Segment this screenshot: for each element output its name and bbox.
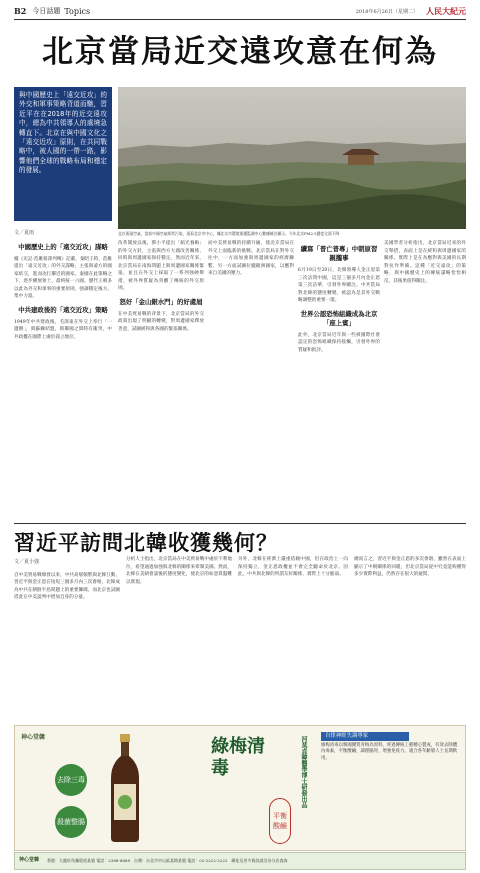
body-text: 總而言之，習近平與金正恩的多次會晤，雖然在表面上顯示了中朝關係的回暖，但北京當局從中究竟能夠獲得多少實際利益，仍然存在很大的疑問。	[354, 557, 466, 577]
body-text: 據《史記·范雎蔡澤列傳》記載，秦昭王時，范雎提出「遠交近攻」的外交謀略，主張與遠方的國家結交，進而攻打鄰近的國家。秦國在此策略之下，逐步擴展領土，最終統一六國。歷代王朝多以此為外交和軍事的重要原則，強調穩定後方、集中力量。	[14, 256, 112, 299]
column-1	[14, 227, 112, 523]
second-headline: 習近平訪問北韓收獲幾何？	[14, 531, 278, 555]
ad-description: 綠梅清毒以韓國優質青梅為原料，經過傳統工藝精心製成，有效去除體內毒素，平衡酸鹼，調理腸胃，增強免疫力。適合各年齡層人士長期飲用。	[321, 742, 458, 761]
body-text: 改革開放以後，鄧小平提出「韜光養晦」的外交方針，主張與西方大國改善關係，同時與周邊國家保持穩定。然而近年來，北京當局在南海問題上與周邊國家關係緊張，並且在外交上採取了一系列強硬舉措，被外界質疑為背離了傳統的外交原則。	[118, 241, 204, 291]
body-text: 美國學者分析指出，北京當局近來的外交舉措，表面上是在緩和與周邊國家的關係，實際上是在為應對與美國的長期對抗作準備。這種「近交遠攻」的策略，與中國歷史上的傳統謀略恰恰相反，其後果值得關注。	[384, 241, 466, 284]
column-9	[354, 556, 466, 722]
ad-footer	[14, 852, 466, 870]
body-text: 6月19日至20日，北韓領導人金正恩第三次訪問中國，這是三個多月內金正恩第三次訪華，引發外界關注。中共當局對北韓的態度轉變，被認為是其外交戰略調整的重要一環。	[298, 268, 380, 303]
body-text: 分析人士指出，北京當局在中美貿易戰中處於不利地位，希望通過加強與北韓的關係來牽制美國。然而，北韓在美朝會談後的態度變化，使北京的如意算盤難以實現。	[126, 557, 232, 585]
ad-tag-detox: 去除三毒	[55, 764, 87, 796]
page-number: B2	[14, 6, 27, 16]
body-text: 此外，北京當局近年與一些被國際社會認定的恐怖組織保持接觸，引發外界的質疑和批評。	[298, 332, 380, 353]
ad-seal: 平衡酸鹼	[269, 798, 291, 844]
byline: 文／夏雨	[14, 230, 35, 236]
ad-right-panel	[321, 732, 461, 762]
main-photo	[118, 87, 466, 229]
advertisement	[14, 725, 466, 851]
column-4	[298, 240, 380, 523]
column-7	[126, 556, 232, 722]
subheading: 續寫「普亡普專」中朝原習親攏事	[300, 245, 378, 262]
header-rule	[14, 19, 466, 20]
ad-slogan: 綠梅清毒	[211, 736, 265, 779]
subheading: 中國歷史上的「遠交近攻」謀略	[18, 242, 108, 251]
byline: 文／夏小強	[14, 559, 40, 565]
body-text: 而中美貿易戰的持續升級，使北京當局在外交上面臨新的挑戰。北京當局在對外交往中，一方面加強與周邊國家的經濟聯繫，另一方面試圖拉攏歐洲國家，以應對來自美國的壓力。	[208, 241, 294, 276]
subheading: 中共建政後的「遠交近攻」策略	[18, 305, 108, 314]
column-2	[118, 240, 204, 523]
section-name: 今日話題	[32, 7, 61, 15]
ad-tag-gut: 殺菌整腸	[55, 806, 87, 838]
newspaper-logo: 人民大紀元	[426, 5, 466, 16]
footer-brand: 神心堂韓	[19, 857, 40, 864]
ad-pill: 自律神經失調專家	[321, 732, 409, 741]
footer-text: 香港：九龍旺角彌敦道某號 電話：2388-8888 台灣：台北市中山區某路某號 電話：02-2222-2222 網址及更多資訊請洽各分店查詢	[47, 858, 288, 864]
column-8	[238, 556, 348, 722]
subheading: 世界公認恐怖組織成為北京「座上賓」	[300, 309, 378, 327]
page-header	[14, 4, 466, 18]
body-text: 自中美貿易戰爆發以來，中共高層頻繁與北韓互動。習近平與金正恩在短短三個多月內三次會晤，北韓成為中共在朝鮮半島問題上的重要籌碼，而北京也試圖借此在中美談判中增加自身的分量。	[14, 572, 120, 600]
bottle-icon	[105, 734, 145, 844]
subheading: 怒好「金山銀水門」的好處屆	[119, 297, 203, 306]
body-text: 1949年中共建政後，毛澤東在外交上奉行「一邊倒」，與蘇聯結盟，與鄰國之間時有衝突，中共政權在國際上處於孤立地位。	[14, 319, 112, 340]
topics-label: Topics	[64, 6, 91, 16]
article-divider	[14, 523, 466, 524]
main-headline: 北京當局近交遠攻意在何為	[42, 34, 438, 70]
lead-box: 與中國歷史上「遠交近攻」的外交和軍事策略背道而馳，習近平在在2018年的近交遠攻中，總為中共領導人的處境急轉直下。北京在與中國文化之「遠交近攻」原則，在共同戰略中，被人國的一帶一路，影響他們全球的戰略布局和穩定的發展。	[14, 87, 112, 221]
issue-date: 2018年6月26日（星期二）	[355, 8, 418, 15]
ad-brand: 神心堂韓	[21, 734, 46, 741]
column-3	[208, 240, 294, 523]
body-text: 在中美貿易戰的背景下，北京當局的外交政策出現了明顯的轉變，對周邊國家釋放善意，試圖緩和與各國的緊張關係。	[118, 311, 204, 332]
ad-vertical-text: 河莫貞韓醫學博士研發出品	[300, 736, 307, 808]
photo-caption: 北京街頭空氣，當前中國空氣經常污染，遠看北京市中心，據北京市環境保護監測中心數據統計顯示，今年北京PM2.5濃度全面下降	[118, 231, 340, 236]
column-5	[384, 240, 466, 523]
column-6	[14, 556, 120, 722]
body-text: 另外，北韓在經濟上嚴重依賴中國，但在政治上一向保持獨立，金正恩政權並不會完全聽命於北京。因此，中共與北韓的所謂友好關係，實際上十分脆弱。	[238, 557, 348, 577]
